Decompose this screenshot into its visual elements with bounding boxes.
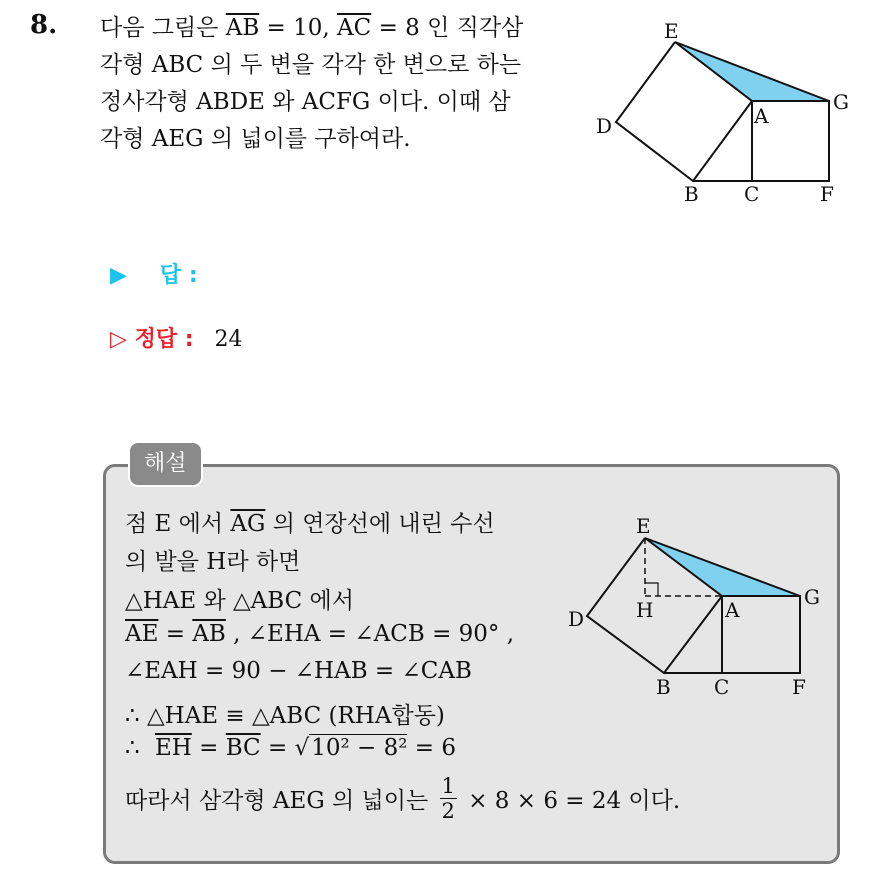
solution-line-1: 점 E 에서 $\overline{AG}$ 의 연장선에 내린 수선	[125, 511, 495, 537]
segment-ac: $\overline{AC}$	[337, 15, 372, 41]
solution-line-7: ∴ $\overline{EH} = \overline{BC} = √10^2 - 8^2 = 6$	[125, 735, 456, 761]
label-h: H	[636, 598, 654, 622]
shaded-triangle-aeg	[645, 538, 800, 596]
question-text	[100, 10, 580, 158]
question-line-3: 정사각형 ABDE 와 ACFG 이다. 이때 삼	[100, 89, 511, 115]
answer-row	[110, 258, 198, 289]
label-c: C	[744, 182, 760, 206]
question-line-1: 다음 그림은 $\overline{AB} = 10$, $\overline{AC} = 8$ 인 직각삼	[100, 15, 524, 41]
label-g: G	[804, 585, 820, 609]
segment-ab: $\overline{AB}$	[225, 15, 260, 41]
question-number: 8.	[30, 10, 58, 40]
figure-squares	[590, 18, 870, 213]
label-a: A	[754, 104, 769, 128]
label-d: D	[596, 114, 613, 138]
right-angle-mark	[645, 583, 658, 596]
question-line-4: 각형 AEG 의 넓이를 구하여라.	[100, 126, 411, 152]
label-b: B	[684, 182, 699, 206]
answer-label: 답 :	[159, 263, 198, 288]
sqrt-icon: √	[294, 735, 310, 761]
label-g: G	[833, 90, 849, 114]
label-c: C	[714, 675, 730, 699]
correct-answer-row	[110, 322, 243, 353]
solution-line-2: 의 발을 H라 하면	[125, 549, 301, 575]
question-line-2: 각형 ABC 의 두 변을 각각 한 변으로 하는	[100, 52, 522, 78]
fraction-one-half: $\frac{1}{2}$	[441, 774, 455, 823]
label-e: E	[636, 514, 651, 538]
solution-line-4: $\overline{AE} = \overline{AB}$ , ∠EHA = ∠ACB = 90° ,	[125, 621, 515, 647]
shaded-triangle-aeg	[675, 42, 829, 101]
solution-tab: 해설	[128, 441, 203, 487]
label-d: D	[568, 607, 585, 631]
correct-answer-value: 24	[214, 327, 243, 352]
solution-line-6: ∴ △HAE ≡ △ABC (RHA합동)	[125, 703, 445, 729]
solution-line-3: △HAE 와 △ABC 에서	[125, 588, 354, 614]
label-a: A	[725, 598, 740, 622]
label-f: F	[792, 675, 806, 699]
correct-answer-label: ▷ 정답 :	[110, 327, 194, 352]
label-e: E	[664, 19, 679, 43]
figure-solution	[565, 512, 830, 702]
solution-line-5: ∠EAH = 90 − ∠HAB = ∠CAB	[125, 658, 472, 684]
label-b: B	[656, 675, 671, 699]
solution-line-8: 따라서 삼각형 AEG 의 넓이는 $\frac{1}{2}$ × 8 × 6 = 24 이다.	[125, 774, 681, 823]
label-f: F	[820, 182, 834, 206]
answer-arrow-icon: ▶	[110, 263, 127, 288]
